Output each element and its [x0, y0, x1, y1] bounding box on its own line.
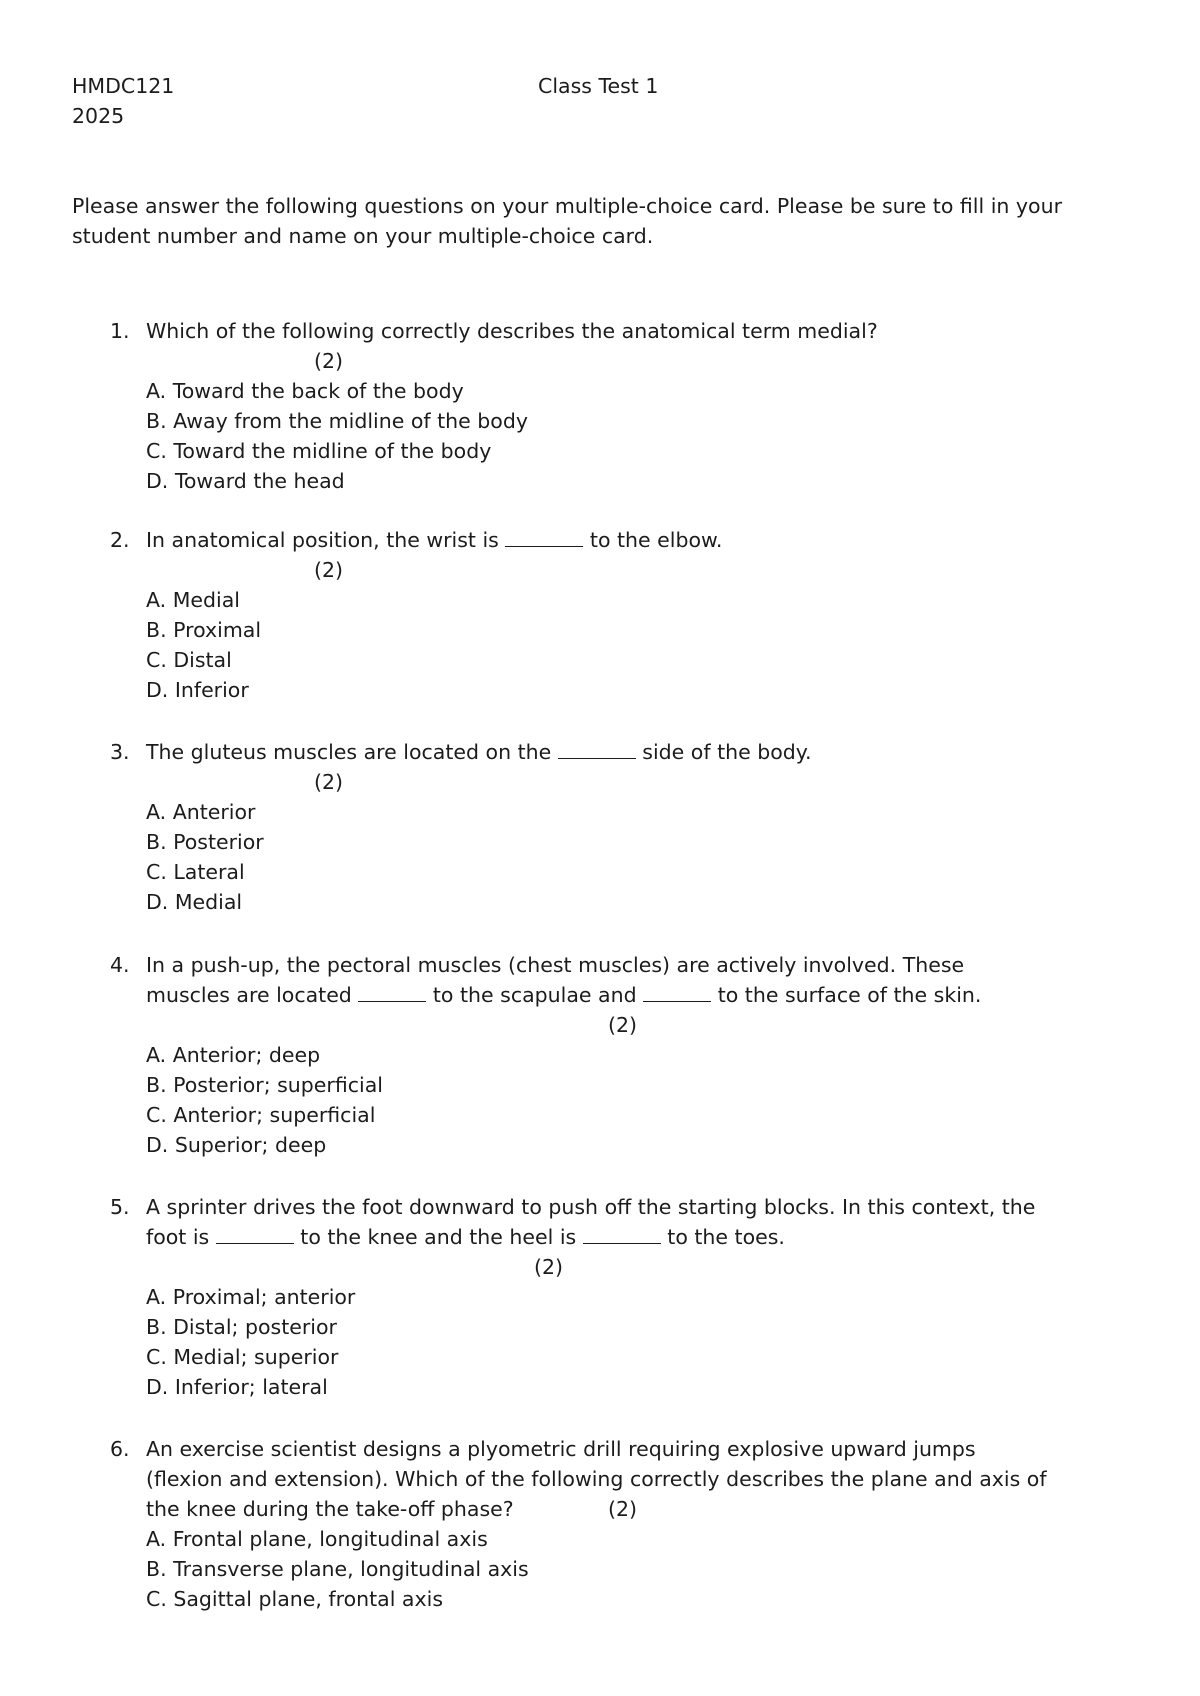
stem-part-2: side of the body. — [642, 740, 812, 764]
question-number: 5. — [110, 1195, 130, 1219]
option-d: D. Inferior; lateral — [146, 1375, 328, 1399]
question-number: 1. — [110, 319, 130, 343]
answer-blank-1 — [216, 1223, 294, 1244]
option-c: C. Anterior; superficial — [146, 1103, 376, 1127]
stem-part-1: muscles are located — [146, 983, 352, 1007]
option-c: C. Medial; superior — [146, 1345, 339, 1369]
option-b: B. Distal; posterior — [146, 1315, 337, 1339]
question-stem-line-1: A sprinter drives the foot downward to push off the starting blocks. In this context, the — [146, 1195, 1036, 1219]
option-a: A. Medial — [146, 588, 240, 612]
question-stem-line-3 — [146, 1494, 1146, 1524]
question-marks: (2) — [314, 349, 344, 373]
option-b: B. Proximal — [146, 618, 262, 642]
option-b: B. Away from the midline of the body — [146, 409, 528, 433]
question-marks: (2) — [608, 1497, 638, 1521]
option-c: C. Toward the midline of the body — [146, 439, 492, 463]
course-code: HMDC121 — [72, 74, 175, 98]
stem-part-2: to the elbow. — [589, 528, 723, 552]
option-d: D. Superior; deep — [146, 1133, 327, 1157]
question-marks: (2) — [314, 770, 344, 794]
question-marks: (2) — [608, 1013, 638, 1037]
stem-part-2: to the knee and the heel is — [300, 1225, 577, 1249]
question-body — [146, 316, 1146, 496]
option-c: C. Distal — [146, 648, 232, 672]
test-title: Class Test 1 — [538, 74, 659, 98]
stem-part-2: to the scapulae and — [432, 983, 637, 1007]
option-c: C. Lateral — [146, 860, 245, 884]
option-a: A. Frontal plane, longitudinal axis — [146, 1527, 488, 1551]
option-a: A. Anterior — [146, 800, 256, 824]
stem-part-3: to the toes. — [667, 1225, 785, 1249]
answer-blank-2 — [643, 981, 711, 1002]
option-d: D. Toward the head — [146, 469, 345, 493]
question-stem-line-2 — [146, 1222, 1146, 1252]
question-marks: (2) — [534, 1255, 564, 1279]
stem-part-1: In anatomical position, the wrist is — [146, 528, 499, 552]
question-body — [146, 950, 1146, 1160]
option-b: B. Transverse plane, longitudinal axis — [146, 1557, 529, 1581]
question-stem — [146, 737, 1146, 767]
option-d: D. Medial — [146, 890, 243, 914]
question-number: 3. — [110, 740, 130, 764]
question-stem: Which of the following correctly describes the anatomical term medial? — [146, 319, 878, 343]
answer-blank — [558, 738, 636, 759]
stem-part-3: the knee during the take-off phase? — [146, 1497, 514, 1521]
question-number: 6. — [110, 1437, 130, 1461]
option-a: A. Anterior; deep — [146, 1043, 321, 1067]
question-stem-line-2 — [146, 980, 1146, 1010]
test-year: 2025 — [72, 104, 125, 128]
instructions: Please answer the following questions on your multiple-choice card. Please be sure to fill in your student number and name on your multiple-choice card. — [72, 194, 1062, 248]
question-stem-line-2: (flexion and extension). Which of the following correctly describes the plane and axis of — [146, 1467, 1047, 1491]
stem-part-1: foot is — [146, 1225, 210, 1249]
question-stem — [146, 525, 1146, 555]
question-number: 2. — [110, 528, 130, 552]
question-number: 4. — [110, 953, 130, 977]
option-b: B. Posterior — [146, 830, 264, 854]
option-d: D. Inferior — [146, 678, 249, 702]
question-stem-line-1: In a push-up, the pectoral muscles (chest muscles) are actively involved. These — [146, 953, 965, 977]
question-stem-line-1: An exercise scientist designs a plyometric drill requiring explosive upward jumps — [146, 1437, 976, 1461]
question-marks: (2) — [314, 558, 344, 582]
question-body — [146, 1434, 1146, 1614]
option-a: A. Proximal; anterior — [146, 1285, 356, 1309]
answer-blank-1 — [358, 981, 426, 1002]
stem-part-3: to the surface of the skin. — [717, 983, 982, 1007]
option-c: C. Sagittal plane, frontal axis — [146, 1587, 443, 1611]
stem-part-1: The gluteus muscles are located on the — [146, 740, 552, 764]
answer-blank — [505, 526, 583, 547]
question-body — [146, 525, 1146, 705]
question-body — [146, 737, 1146, 917]
option-b: B. Posterior; superficial — [146, 1073, 383, 1097]
option-a: A. Toward the back of the body — [146, 379, 464, 403]
question-body — [146, 1192, 1146, 1402]
answer-blank-2 — [583, 1223, 661, 1244]
